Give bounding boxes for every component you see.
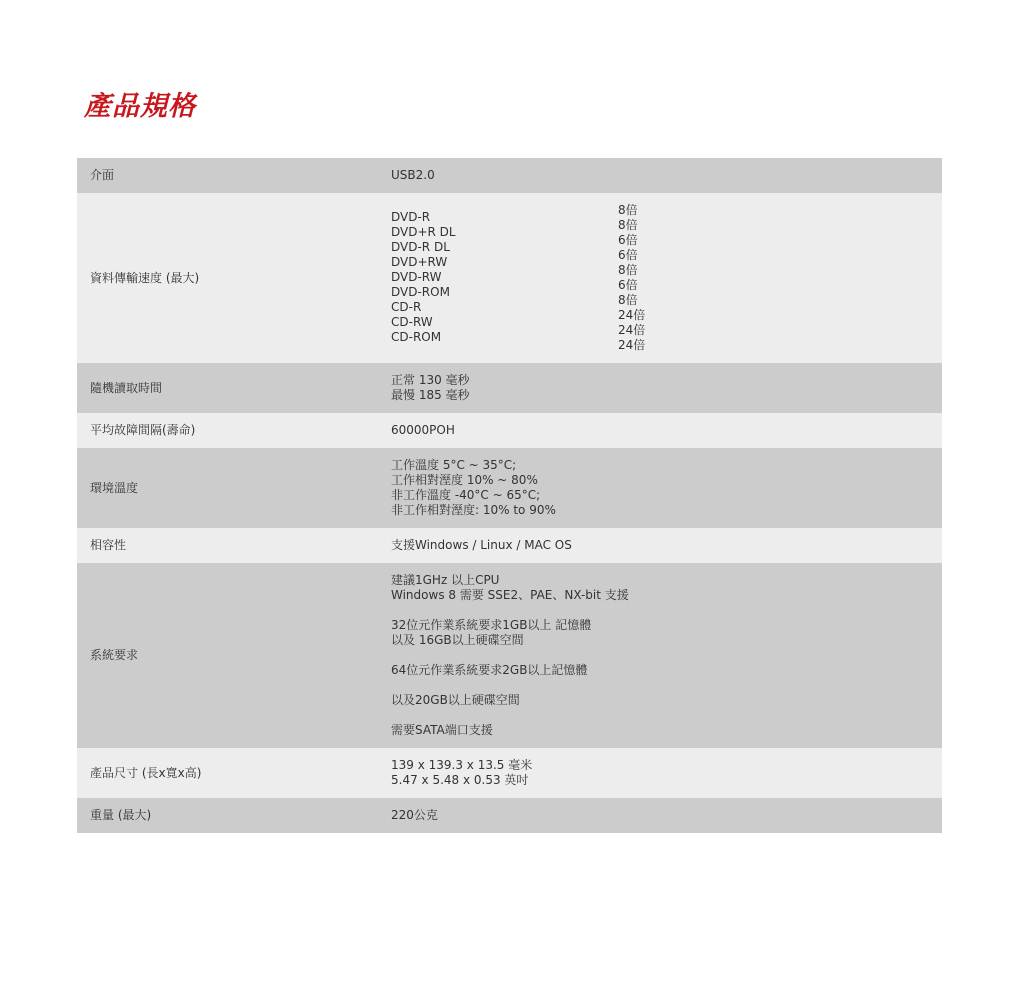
speed-rate: 6倍: [618, 248, 638, 262]
spec-value: 支援Windows / Linux / MAC OS: [379, 528, 942, 563]
spec-row-environment: [77, 448, 942, 528]
spec-row-compatibility: [77, 528, 942, 563]
media-type: CD-ROM: [391, 330, 442, 344]
spec-value-line: 需要SATA端口支援: [391, 723, 493, 737]
media-type: CD-R: [391, 300, 422, 314]
speed-rate-list: [618, 203, 678, 353]
spec-row-interface: [77, 158, 942, 193]
speed-rate: 8倍: [618, 263, 638, 277]
page-title: 產品規格: [84, 91, 196, 122]
spec-row-dimensions: [77, 748, 942, 798]
spec-value: [379, 563, 942, 748]
media-type: DVD-R: [391, 210, 431, 224]
speed-rate: 24倍: [618, 338, 646, 352]
spec-value-line: 工作相對溼度 10% ~ 80%: [391, 473, 538, 487]
spec-label: 隨機讀取時間: [77, 363, 379, 413]
spec-label: 資料傳輸速度 (最大): [77, 193, 379, 363]
spec-label: 環境溫度: [77, 448, 379, 528]
spec-label: 產品尺寸 (長x寬x高): [77, 748, 379, 798]
spec-value-line: 64位元作業系統要求2GB以上記憶體: [391, 663, 588, 677]
spec-value: [379, 363, 942, 413]
media-type: CD-RW: [391, 315, 433, 329]
speed-rate: 6倍: [618, 278, 638, 292]
spec-value-line: 以及 16GB以上硬碟空間: [391, 633, 524, 647]
spec-row-access-time: [77, 363, 942, 413]
speed-rate: 24倍: [618, 308, 646, 322]
speed-rate: 8倍: [618, 218, 638, 232]
speed-rate: 6倍: [618, 233, 638, 247]
spec-value-line: 非工作相對溼度: 10% to 90%: [391, 503, 556, 517]
spec-value-line: 32位元作業系統要求1GB以上 記憶體: [391, 618, 592, 632]
spec-row-mtbf: [77, 413, 942, 448]
media-type: DVD-R DL: [391, 240, 450, 254]
spec-value-line: Windows 8 需要 SSE2、PAE、NX-bit 支援: [391, 588, 629, 602]
spec-value-line: 非工作溫度 -40°C ~ 65°C;: [391, 488, 541, 502]
speed-rate: 24倍: [618, 323, 646, 337]
spec-row-weight: [77, 798, 942, 833]
spec-value: USB2.0: [379, 158, 942, 193]
speed-rate: 8倍: [618, 293, 638, 307]
spec-label: 重量 (最大): [77, 798, 379, 833]
spec-table: [77, 158, 942, 833]
media-type: DVD-RW: [391, 270, 442, 284]
spec-row-system-requirements: [77, 563, 942, 748]
spec-value: 220公克: [379, 798, 942, 833]
spec-label: 系統要求: [77, 563, 379, 748]
media-type: DVD+R DL: [391, 225, 456, 239]
spec-row-transfer-speed: [77, 193, 942, 363]
spec-value: [379, 448, 942, 528]
spec-label: 平均故障間隔(壽命): [77, 413, 379, 448]
speed-rate: 8倍: [618, 203, 638, 217]
spec-value-line: 工作溫度 5°C ~ 35°C;: [391, 458, 517, 472]
spec-value-line: 以及20GB以上硬碟空間: [391, 693, 520, 707]
spec-value-line: 139 x 139.3 x 13.5 毫米: [391, 758, 533, 772]
spec-value: 60000POH: [379, 413, 942, 448]
spec-value-line: 5.47 x 5.48 x 0.53 英吋: [391, 773, 529, 787]
spec-label: 介面: [77, 158, 379, 193]
spec-value: [379, 748, 942, 798]
media-type-list: [391, 203, 618, 353]
spec-value-line: 建議1GHz 以上CPU: [391, 573, 500, 587]
spec-value-line: 最慢 185 毫秒: [391, 388, 470, 402]
spec-value: [379, 193, 942, 363]
spec-label: 相容性: [77, 528, 379, 563]
media-type: DVD+RW: [391, 255, 448, 269]
spec-value-line: 正常 130 毫秒: [391, 373, 470, 387]
media-type: DVD-ROM: [391, 285, 450, 299]
